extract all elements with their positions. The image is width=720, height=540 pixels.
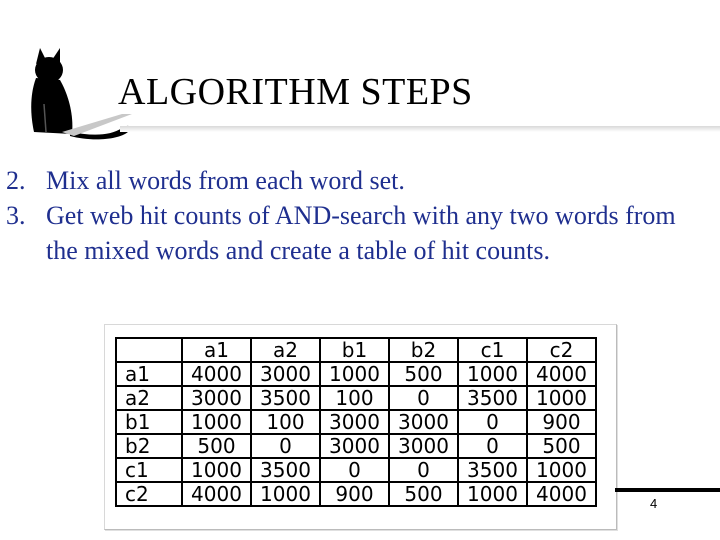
column-header: a2 xyxy=(251,338,320,362)
table-cell: 3500 xyxy=(251,386,320,410)
bullet-number: 2. xyxy=(6,166,26,195)
row-header: a2 xyxy=(116,386,182,410)
table-cell: 100 xyxy=(251,410,320,434)
bullet-text: Get web hit counts of AND-search with any two words from the mixed words and create a table of hit counts. xyxy=(46,201,676,266)
table-row xyxy=(116,362,596,386)
table-header-row xyxy=(116,338,596,362)
table-cell: 1000 xyxy=(251,482,320,506)
row-header: a1 xyxy=(116,362,182,386)
hit-count-table xyxy=(115,337,597,507)
column-header: a1 xyxy=(182,338,251,362)
table-cell: 3000 xyxy=(251,362,320,386)
table-corner-cell xyxy=(116,338,182,362)
slide-title: ALGORITHM STEPS xyxy=(118,71,473,113)
table-cell: 3000 xyxy=(182,386,251,410)
row-header: c1 xyxy=(116,458,182,482)
table-cell: 4000 xyxy=(182,482,251,506)
table-cell: 1000 xyxy=(458,362,527,386)
table-cell: 1000 xyxy=(458,482,527,506)
bullet-list xyxy=(6,163,706,268)
footer-rule xyxy=(615,488,720,492)
page-number: 4 xyxy=(650,496,658,511)
table-cell: 4000 xyxy=(527,482,596,506)
table-cell: 500 xyxy=(527,434,596,458)
column-header: b1 xyxy=(320,338,389,362)
table-cell: 0 xyxy=(458,410,527,434)
table-cell: 500 xyxy=(389,362,458,386)
table-cell: 0 xyxy=(389,386,458,410)
table-cell: 0 xyxy=(458,434,527,458)
bullet-item xyxy=(6,163,706,198)
bullet-item xyxy=(6,198,706,268)
table-cell: 3000 xyxy=(320,434,389,458)
table-cell: 900 xyxy=(527,410,596,434)
table-cell: 4000 xyxy=(527,362,596,386)
table-cell: 3000 xyxy=(320,410,389,434)
table-cell: 3000 xyxy=(389,434,458,458)
table-row xyxy=(116,458,596,482)
table-row xyxy=(116,482,596,506)
table-cell: 4000 xyxy=(182,362,251,386)
table-cell: 1000 xyxy=(182,410,251,434)
table-cell: 900 xyxy=(320,482,389,506)
table-cell: 0 xyxy=(389,458,458,482)
table-cell: 3500 xyxy=(458,386,527,410)
column-header: c2 xyxy=(527,338,596,362)
table-cell: 1000 xyxy=(527,386,596,410)
table-cell: 0 xyxy=(320,458,389,482)
table-cell: 0 xyxy=(251,434,320,458)
table-cell: 1000 xyxy=(320,362,389,386)
table-row xyxy=(116,386,596,410)
column-header: b2 xyxy=(389,338,458,362)
table-cell: 1000 xyxy=(182,458,251,482)
table-cell: 3500 xyxy=(458,458,527,482)
table-cell: 500 xyxy=(389,482,458,506)
row-header: b2 xyxy=(116,434,182,458)
bullet-text: Mix all words from each word set. xyxy=(46,166,405,195)
table-cell: 1000 xyxy=(527,458,596,482)
table-row xyxy=(116,410,596,434)
row-header: c2 xyxy=(116,482,182,506)
row-header: b1 xyxy=(116,410,182,434)
bullet-number: 3. xyxy=(6,201,26,231)
column-header: c1 xyxy=(458,338,527,362)
table-image-frame xyxy=(104,324,617,530)
table-cell: 3500 xyxy=(251,458,320,482)
title-divider xyxy=(120,126,720,132)
table-cell: 3000 xyxy=(389,410,458,434)
table-cell: 500 xyxy=(182,434,251,458)
table-cell: 100 xyxy=(320,386,389,410)
table-row xyxy=(116,434,596,458)
